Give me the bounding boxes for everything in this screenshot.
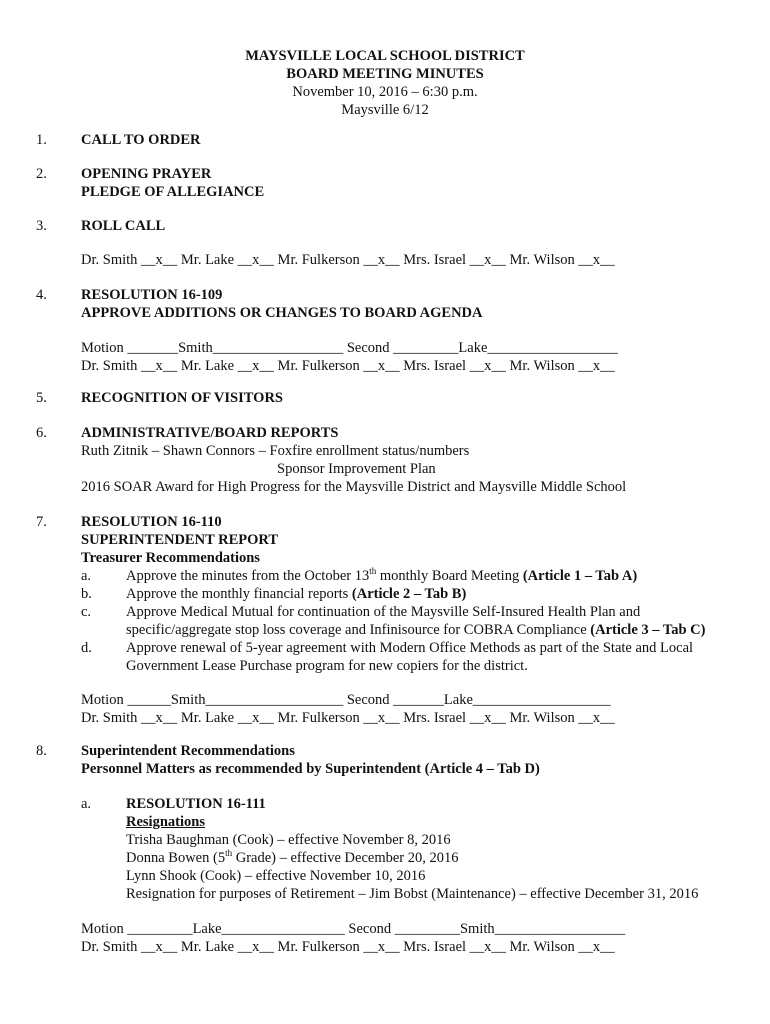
list-item (81, 567, 741, 585)
motion-line: Motion ______Smith___________________ Second _______Lake___________________ (81, 692, 611, 708)
meeting-date: November 10, 2016 – 6:30 p.m. (292, 84, 478, 100)
item-text: Government Lease Purchase program for new copiers for the district. (126, 658, 528, 674)
item-text: Lynn Shook (Cook) – effective November 10, 2016 (126, 868, 426, 884)
section-title: RESOLUTION 16-109 (81, 287, 223, 303)
list-item-continued (81, 621, 741, 639)
item-text: Resignation for purposes of Retirement – Jim Bobst (Maintenance) – effective December 31, 2016 (126, 886, 699, 902)
document-header (0, 47, 770, 119)
section-title: ROLL CALL (81, 218, 166, 234)
ordinal-suffix: th (369, 566, 377, 577)
list-item (81, 639, 741, 657)
item-text: Trisha Baughman (Cook) – effective November 8, 2016 (126, 832, 451, 848)
item-text: specific/aggregate stop loss coverage and Infinisource for COBRA Compliance (126, 622, 591, 638)
section-number: 2. (36, 166, 47, 182)
section-title-2: APPROVE ADDITIONS OR CHANGES TO BOARD AGENDA (81, 305, 483, 321)
resignation-entry (81, 831, 741, 849)
district-name: MAYSVILLE LOCAL SCHOOL DISTRICT (245, 48, 525, 64)
list-item-continued (81, 813, 741, 831)
roll-call-line: Dr. Smith __x__ Mr. Lake __x__ Mr. Fulkerson __x__ Mrs. Israel __x__ Mr. Wilson __x__ (81, 358, 615, 374)
list-item (81, 795, 741, 813)
item-letter: b. (81, 586, 92, 602)
section-number: 5. (36, 390, 47, 406)
subsection-title: Treasurer Recommendations (81, 550, 260, 566)
list-item (81, 603, 741, 621)
section-title: RECOGNITION OF VISITORS (81, 390, 283, 406)
section-title-2: PLEDGE OF ALLEGIANCE (81, 184, 265, 200)
report-line: Sponsor Improvement Plan (277, 461, 436, 477)
section-title: ADMINISTRATIVE/BOARD REPORTS (81, 425, 339, 441)
article-reference: (Article 1 – Tab A) (522, 568, 638, 584)
section-title-2: Personnel Matters as recommended by Superintendent (Article 4 – Tab D) (81, 761, 540, 777)
section-title: Superintendent Recommendations (81, 743, 295, 759)
section-number: 8. (36, 743, 47, 759)
item-text: Approve Medical Mutual for continuation of the Maysville Self-Insured Health Plan and (126, 604, 641, 620)
section-title: CALL TO ORDER (81, 132, 201, 148)
section-title: RESOLUTION 16-110 (81, 514, 222, 530)
item-text: monthly Board Meeting (376, 568, 523, 584)
item-letter: a. (81, 796, 92, 812)
roll-call-line: Dr. Smith __x__ Mr. Lake __x__ Mr. Fulkerson __x__ Mrs. Israel __x__ Mr. Wilson __x__ (81, 710, 615, 726)
list-item-continued (81, 657, 741, 675)
item-text: Approve the minutes from the October 13 (126, 568, 370, 584)
resignation-entry (81, 885, 741, 903)
motion-line: Motion _________Lake_________________ Second _________Smith__________________ (81, 921, 626, 937)
section-number: 1. (36, 132, 47, 148)
meeting-location: Maysville 6/12 (341, 102, 429, 118)
item-letter: d. (81, 640, 92, 656)
section-number: 3. (36, 218, 47, 234)
section-number: 7. (36, 514, 47, 530)
resignation-entry (81, 867, 741, 885)
ordinal-suffix: th (225, 848, 233, 859)
item-text: Donna Bowen (5 (126, 850, 226, 866)
resignation-entry (81, 849, 741, 867)
resignations-heading: Resignations (126, 814, 205, 830)
document-title: BOARD MEETING MINUTES (286, 66, 484, 82)
list-item (81, 585, 741, 603)
article-reference: (Article 3 – Tab C) (590, 622, 706, 638)
report-line: 2016 SOAR Award for High Progress for the Maysville District and Maysville Middle School (81, 479, 627, 495)
item-text: Approve the monthly financial reports (126, 586, 352, 602)
roll-call-line: Dr. Smith __x__ Mr. Lake __x__ Mr. Fulkerson __x__ Mrs. Israel __x__ Mr. Wilson __x__ (81, 939, 615, 955)
section-title-2: SUPERINTENDENT REPORT (81, 532, 279, 548)
section-title: OPENING PRAYER (81, 166, 212, 182)
resolution-title: RESOLUTION 16-111 (126, 796, 266, 812)
report-line: Ruth Zitnik – Shawn Connors – Foxfire enrollment status/numbers (81, 443, 470, 459)
item-letter: a. (81, 568, 92, 584)
article-reference: (Article 2 – Tab B) (351, 586, 467, 602)
item-text: Grade) – effective December 20, 2016 (232, 850, 459, 866)
section-number: 6. (36, 425, 47, 441)
motion-line: Motion _______Smith__________________ Second _________Lake__________________ (81, 340, 618, 356)
item-letter: c. (81, 604, 92, 620)
section-number: 4. (36, 287, 47, 303)
item-text: Approve renewal of 5-year agreement with Modern Office Methods as part of the State and Local (126, 640, 694, 656)
roll-call-line: Dr. Smith __x__ Mr. Lake __x__ Mr. Fulkerson __x__ Mrs. Israel __x__ Mr. Wilson __x__ (81, 252, 615, 268)
